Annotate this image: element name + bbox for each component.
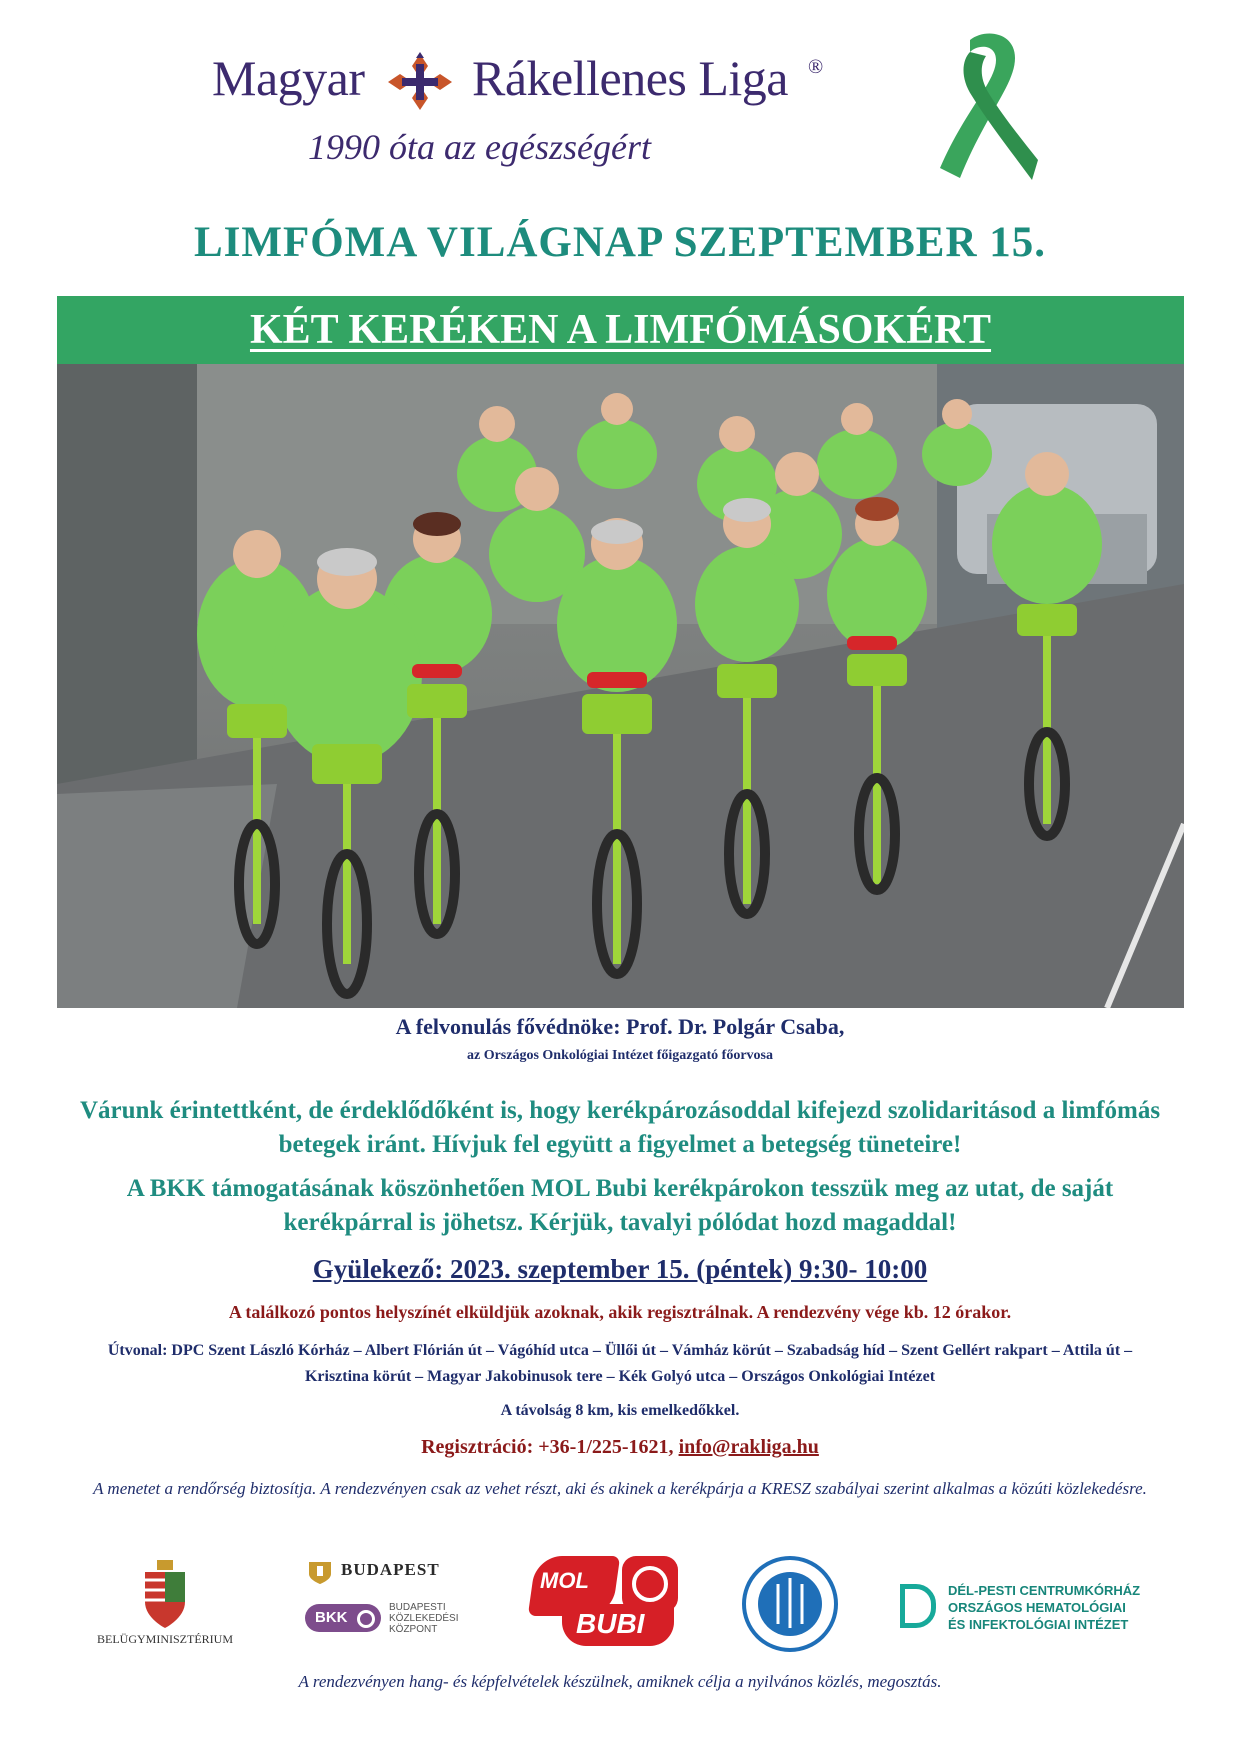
footer-note: A rendezvényen hang- és képfelvételek készülnek, amiknek célja a nyilvános közlés, megosztás. [298, 1672, 942, 1691]
awareness-ribbon-icon [930, 30, 1040, 180]
national-institute-of-oncology-logo [740, 1554, 840, 1654]
event-title: LIMFÓMA VILÁGNAP SZEPTEMBER 15. [193, 219, 1047, 266]
bkk-sub3: KÖZPONT [389, 1624, 438, 1635]
registration-line [0, 1436, 1240, 1459]
dpc-logo-icon [900, 1584, 936, 1628]
distance-note: A távolság 8 km, kis emelkedőkkel. [500, 1402, 740, 1419]
bike-icon [632, 1566, 668, 1602]
registered-mark: ® [808, 56, 824, 78]
cyclists-photo [57, 364, 1184, 1008]
hungarian-coat-of-arms-icon [135, 1560, 195, 1630]
bkk-badge [305, 1604, 381, 1632]
bubi-label: BUBI [576, 1608, 645, 1639]
police-disclaimer: A menetet a rendőrség biztosítja. A rendezvényen csak az vehet részt, aki és akinek a kerékpárja a KRESZ szabályai szerint alkalmas a közúti közlekedésre. [93, 1479, 1147, 1498]
dpc-line3: ÉS INFEKTOLÓGIAI INTÉZET [948, 1617, 1129, 1632]
belugyminiszterium-logo [90, 1560, 240, 1650]
title-banner [57, 296, 1184, 364]
oncology-institute-seal-icon [740, 1554, 840, 1654]
patron-subtitle: az Országos Onkológiai Intézet főigazgató főorvosa [466, 1048, 773, 1063]
budapest-bkk-logo [305, 1558, 465, 1648]
route-description: Útvonal: DPC Szent László Kórház – Albert Flórián út – Vágóhíd utca – Üllői út – Vámház körút – Szabadság híd – Szent Gellért rakpart – Attila út – Krisztina körút – Magyar Jakobinusok tere – Kék Golyó utca – Országos Onkológiai Intézet [107, 1342, 1133, 1385]
budapest-crest-icon [305, 1558, 335, 1584]
meeting-note: A találkozó pontos helyszínét elküldjük azoknak, akik regisztrálnak. A rendezvény vége kb. 12 órakor. [228, 1302, 1012, 1322]
bkk-fullname [389, 1602, 458, 1635]
dpc-line2: ORSZÁGOS HEMATOLÓGIAI [948, 1600, 1126, 1615]
mol-bubi-logo [532, 1556, 682, 1648]
patron-line: A felvonulás fővédnöke: Prof. Dr. Polgár Csaba, [395, 1014, 845, 1039]
dpc-hospital-logo [900, 1580, 1160, 1640]
dpc-text [948, 1582, 1140, 1633]
bkk-sub2: KÖZLEKEDÉSI [389, 1613, 459, 1624]
budapest-label: BUDAPEST [341, 1560, 440, 1579]
invitation-paragraph: Várunk érintettként, de érdeklődőként is, hogy kerékpározásoddal kifejezd szolidaritásod a limfómás betegek iránt. Hívjuk fel együtt a figyelmet a betegség tüneteire! [79, 1097, 1161, 1158]
dpc-line1: DÉL-PESTI CENTRUMKÓRHÁZ [948, 1583, 1141, 1598]
bkk-circle-icon [357, 1610, 375, 1628]
bkk-sub1: BUDAPESTI [389, 1602, 446, 1613]
bkk-label: BKK [315, 1609, 348, 1626]
mol-label: MOL [540, 1568, 589, 1593]
org-name-left: Magyar [212, 50, 365, 106]
registration-label: Regisztráció: +36-1/225-1621, [421, 1436, 679, 1458]
banner-text: KÉT KERÉKEN A LIMFÓMÁSOKÉRT [249, 307, 992, 353]
liga-cross-logo-icon [380, 52, 460, 112]
org-tagline: 1990 óta az egészségért [308, 127, 651, 167]
org-name-right: Rákellenes Liga [472, 50, 788, 106]
gathering-time: Gyülekező: 2023. szeptember 15. (péntek) 9:30- 10:00 [312, 1254, 928, 1284]
registration-email-link[interactable]: info@rakliga.hu [678, 1436, 819, 1458]
bkk-support-paragraph: A BKK támogatásának köszönhetően MOL Bubi kerékpárokon tesszük meg az utat, de saját kerékpárral is jöhetsz. Kérjük, tavalyi pólódat hozd magaddal! [126, 1175, 1114, 1236]
belugy-label: BELÜGYMINISZTÉRIUM [97, 1632, 233, 1646]
